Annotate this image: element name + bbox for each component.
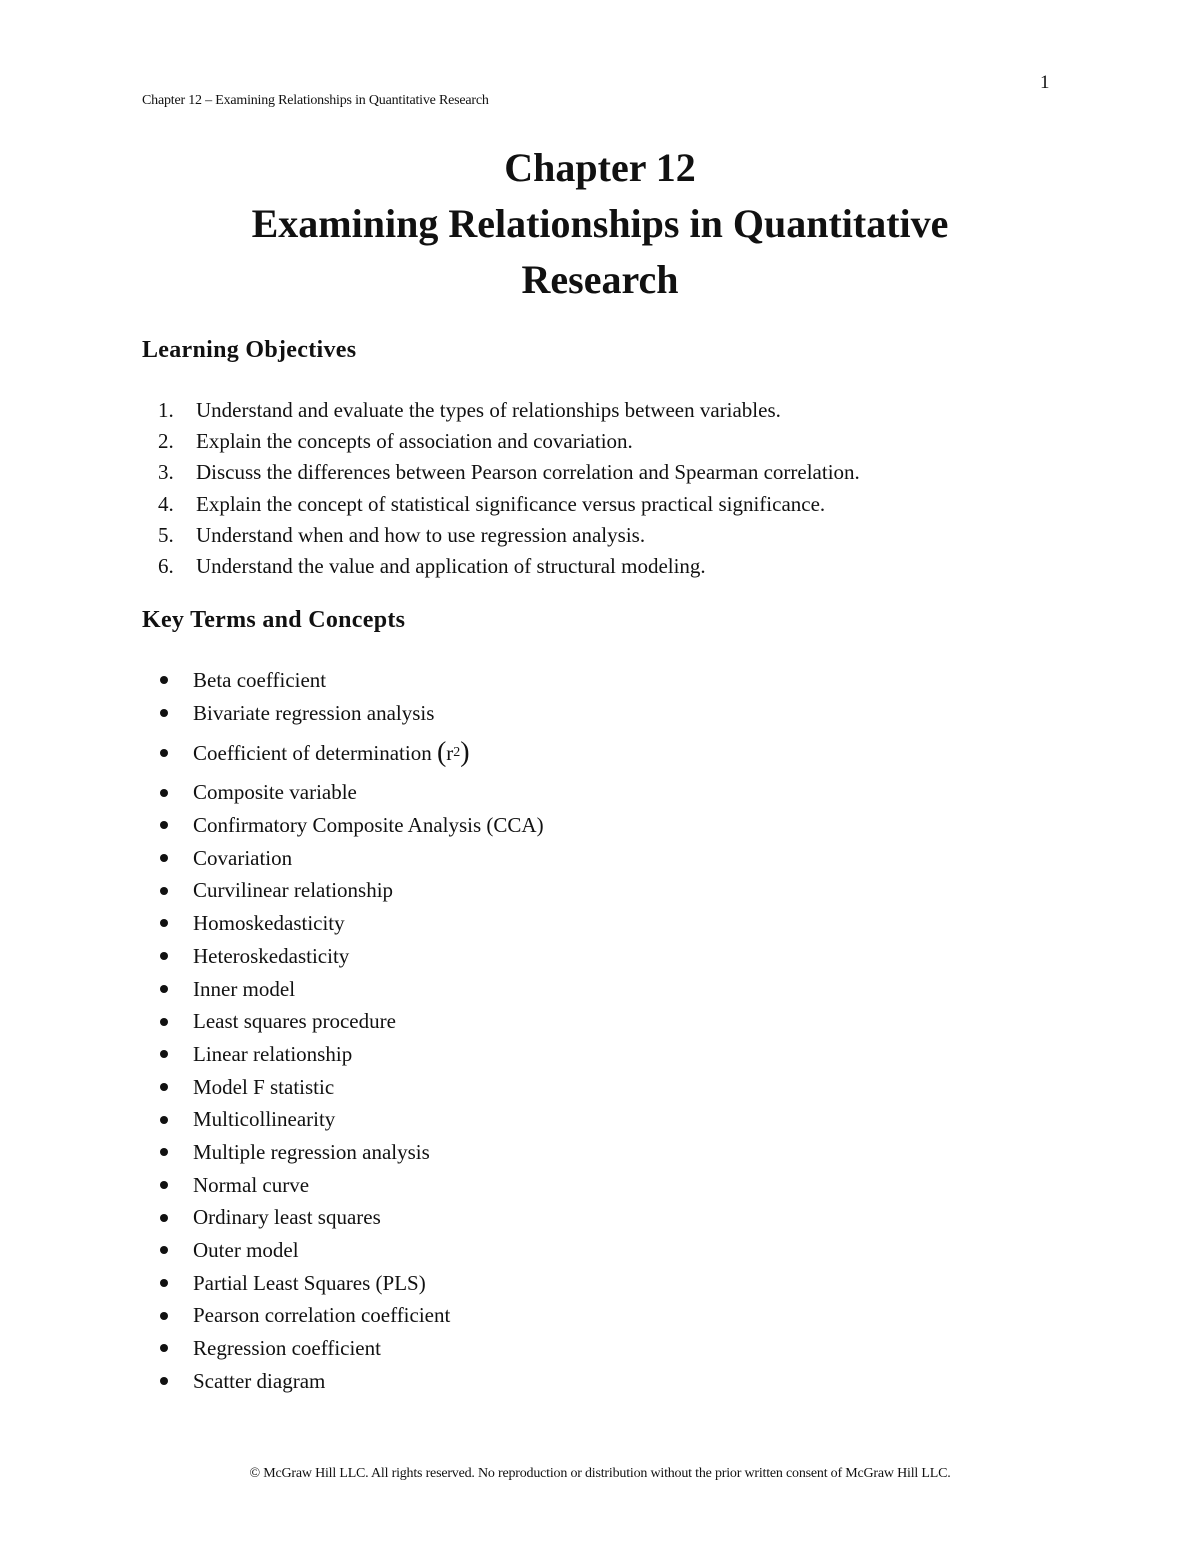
objective-text: Explain the concept of statistical significance versus practical significance. [196, 491, 826, 516]
term-text: Beta coefficient [193, 668, 327, 692]
objective-number: 4. [158, 491, 174, 516]
objective-item [142, 457, 1142, 488]
objective-item [142, 551, 1142, 582]
bullet-icon [160, 821, 168, 829]
term-text: Inner model [193, 976, 296, 1001]
objective-number: 5. [158, 522, 174, 547]
objective-text: Explain the concepts of association and covariation. [196, 429, 633, 454]
term-item [142, 1234, 1142, 1267]
term-item [142, 809, 1142, 842]
term-item [142, 776, 1142, 809]
term-text: Multicollinearity [193, 1107, 336, 1132]
objective-text: Discuss the differences between Pearson correlation and Spearman correlation. [196, 460, 860, 485]
bullet-icon [160, 1344, 168, 1352]
term-item [142, 1071, 1142, 1104]
bullet-icon [160, 1083, 168, 1091]
term-text: Curvilinear relationship [193, 878, 394, 903]
bullet-icon [160, 1279, 168, 1287]
objective-item [142, 520, 1142, 551]
term-text: Linear relationship [193, 1041, 353, 1066]
objective-item [142, 395, 1142, 426]
term-item [142, 1038, 1142, 1071]
bullet-icon [160, 709, 168, 717]
objective-text: Understand when and how to use regression analysis. [196, 522, 646, 547]
term-item [142, 1267, 1142, 1300]
learning-objectives-heading: Learning Objectives [142, 337, 357, 363]
bullet-icon [160, 789, 168, 797]
chapter-title-line-3: Research [521, 257, 679, 302]
term-text: Confirmatory Composite Analysis (CCA) [193, 813, 544, 838]
term-text: Pearson correlation coefficient [193, 1303, 451, 1328]
term-text: Ordinary least squares [193, 1205, 381, 1230]
key-terms-list [142, 664, 1142, 1397]
bullet-icon [160, 919, 168, 927]
objective-text: Understand and evaluate the types of relationships between variables. [196, 398, 781, 422]
learning-objectives-list [142, 395, 1142, 582]
key-terms-heading: Key Terms and Concepts [142, 607, 406, 633]
term-text: Heteroskedasticity [193, 943, 350, 968]
formula-paren-close: ) [460, 736, 470, 768]
chapter-title-line-2: Examining Relationships in Quantitative [251, 201, 949, 246]
bullet-icon [160, 1214, 168, 1222]
term-item [142, 1365, 1142, 1398]
term-item [142, 973, 1142, 1006]
bullet-icon [160, 749, 168, 757]
formula-symbol: r [446, 740, 454, 765]
bullet-icon [160, 1116, 168, 1124]
term-text: Normal curve [193, 1172, 310, 1197]
term-item [142, 1201, 1142, 1234]
term-text: Regression coefficient [193, 1336, 381, 1361]
formula-superscript: 2 [453, 744, 461, 760]
term-text: Model F statistic [193, 1074, 335, 1099]
term-item [142, 1103, 1142, 1136]
term-item [142, 1169, 1142, 1202]
term-text: Scatter diagram [193, 1368, 326, 1393]
bullet-icon [160, 1050, 168, 1058]
term-item [142, 1332, 1142, 1365]
term-item [142, 729, 1142, 776]
term-text: Homoskedasticity [193, 911, 345, 936]
bullet-icon [160, 676, 168, 684]
bullet-icon [160, 952, 168, 960]
page-number: 1 [1040, 72, 1050, 93]
term-text: Least squares procedure [193, 1009, 396, 1034]
term-item [142, 1136, 1142, 1169]
bullet-icon [160, 1018, 168, 1026]
chapter-title-line-1: Chapter 12 [504, 145, 696, 190]
term-text: Composite variable [193, 780, 357, 805]
formula-paren-open: ( [436, 736, 447, 768]
bullet-icon [160, 1246, 168, 1254]
objective-number: 6. [158, 553, 174, 578]
bullet-icon [160, 1377, 168, 1385]
chapter-title [0, 140, 1200, 308]
term-item [142, 697, 1142, 730]
term-item [142, 874, 1142, 907]
term-item [142, 1005, 1142, 1038]
term-text: Coefficient of determination [193, 740, 432, 765]
term-text: Partial Least Squares (PLS) [193, 1270, 426, 1295]
bullet-icon [160, 1148, 168, 1156]
objective-item [142, 426, 1142, 457]
objective-number: 1. [158, 398, 174, 422]
copyright-footer: © McGraw Hill LLC. All rights reserved. No reproduction or distribution without the prior written consent of McGraw Hill LLC. [249, 1466, 951, 1481]
bullet-icon [160, 854, 168, 862]
objective-number: 3. [158, 460, 174, 485]
term-text: Covariation [193, 845, 293, 870]
objective-text: Understand the value and application of structural modeling. [196, 553, 706, 578]
running-header: Chapter 12 – Examining Relationships in Quantitative Research [142, 93, 489, 108]
term-item [142, 907, 1142, 940]
term-text: Outer model [193, 1238, 299, 1262]
term-item [142, 664, 1142, 697]
term-text: Multiple regression analysis [193, 1139, 430, 1164]
objective-item [142, 489, 1142, 520]
term-item [142, 940, 1142, 973]
term-item [142, 842, 1142, 875]
bullet-icon [160, 1181, 168, 1189]
objective-number: 2. [158, 429, 174, 454]
bullet-icon [160, 1312, 168, 1320]
term-text: Bivariate regression analysis [193, 700, 435, 725]
term-item [142, 1299, 1142, 1332]
bullet-icon [160, 985, 168, 993]
bullet-icon [160, 887, 168, 895]
